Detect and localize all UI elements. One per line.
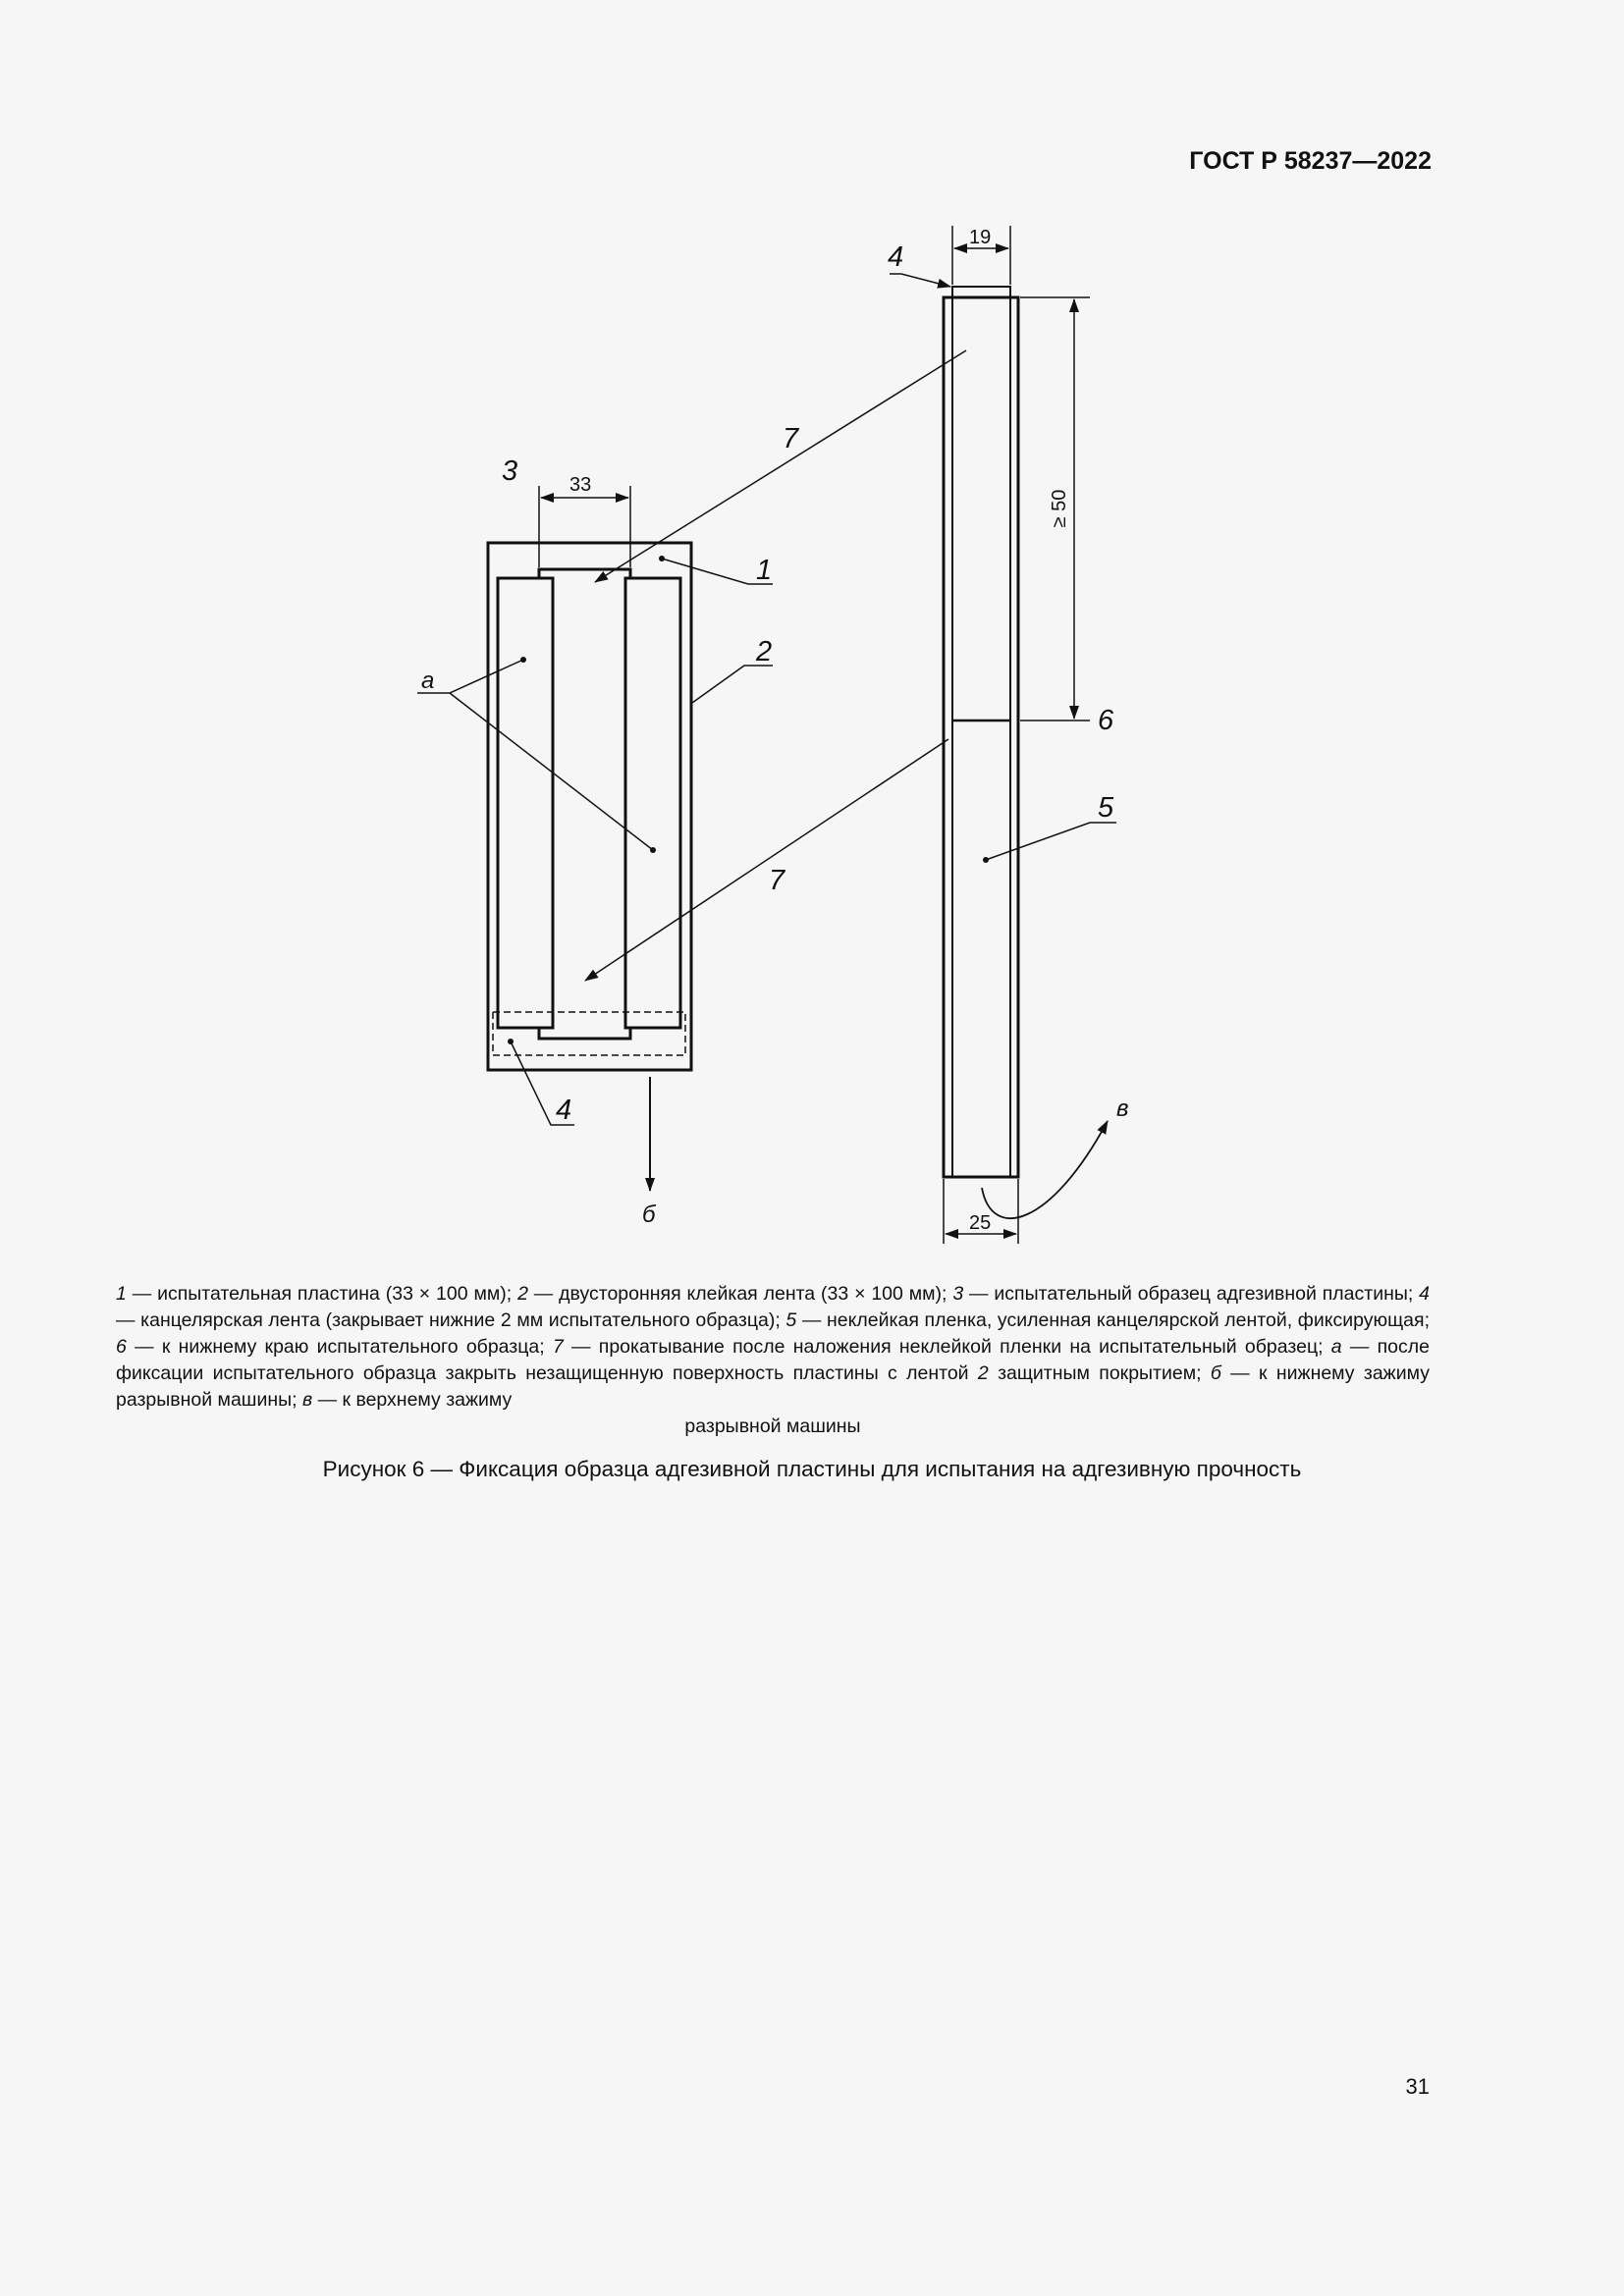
office-tape-top	[952, 287, 1010, 297]
label-3: 3	[502, 455, 518, 487]
label-6: 6	[1098, 705, 1114, 736]
label-a: а	[421, 667, 435, 694]
dim-50: ≥ 50	[1049, 489, 1070, 528]
label-4-top: 4	[888, 241, 904, 273]
dim-19: 19	[969, 227, 992, 248]
leader-5	[986, 823, 1116, 860]
label-b: б	[642, 1201, 656, 1228]
leader-4-top	[890, 274, 950, 287]
specimen-strip-left	[498, 578, 553, 1028]
leader-2	[692, 666, 773, 703]
label-2: 2	[756, 636, 773, 667]
label-v: в	[1116, 1095, 1129, 1122]
page-number: 31	[1405, 2074, 1430, 2099]
arrow-v	[982, 1121, 1108, 1218]
specimen-strip-right	[625, 578, 680, 1028]
rolling-arrow-top	[595, 350, 966, 582]
document-number: ГОСТ Р 58237—2022	[1189, 147, 1432, 175]
label-4-bottom: 4	[556, 1095, 572, 1126]
figure-title: Рисунок 6 — Фиксация образца адгезивной пластины для испытания на адгезивную прочность	[322, 1457, 1302, 1481]
label-5: 5	[1098, 792, 1114, 824]
film-strip	[944, 297, 1018, 1177]
legend-body: 1 — испытательная пластина (33 × 100 мм); 2 — двусторонняя клейкая лента (33 × 100 мм); 3 — испытательный образец адгезивной пластины; 4 — канцелярская лента (закрывает нижние 2 мм испытательного образца); 5 — неклейкая пленка, усиленная канцелярской лентой, фиксирующая; 6 — к нижнему краю испытательного образца; 7 — прокатывание после наложения неклейкой пленки на испытательный образец; а — после фиксации испытательного образца закрыть незащищенную поверхность пластины с лентой 2 защитным покрытием; б — к нижнему зажиму разрывной машины; в — к верхнему зажиму	[116, 1283, 1431, 1411]
dim-25: 25	[969, 1212, 992, 1234]
label-7-top: 7	[783, 423, 799, 454]
dim-33: 33	[569, 474, 592, 496]
legend-last-line: разрывной машины	[684, 1415, 861, 1437]
label-1: 1	[756, 555, 773, 586]
figure-legend	[116, 1281, 1430, 1440]
label-7-bottom: 7	[769, 865, 785, 896]
